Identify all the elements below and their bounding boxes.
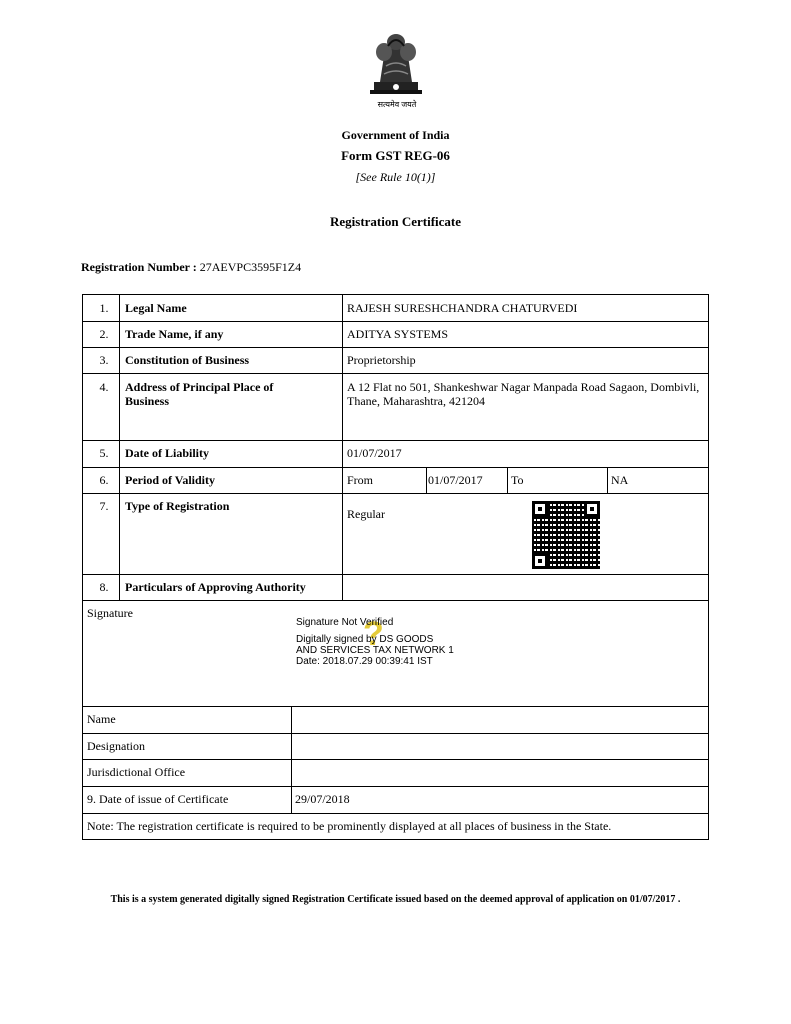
system-generated-footer: This is a system generated digitally signed Registration Certificate issued based on the deemed approval of application on 01/07/2017 . (110, 894, 681, 905)
validity-from-label: From (347, 473, 374, 487)
registration-number-line (81, 260, 301, 275)
lion-capital-icon (362, 26, 430, 98)
signature-label: Signature (87, 606, 133, 620)
signature-status: Signature Not Verified (296, 617, 394, 628)
type-of-registration-value: Regular (347, 507, 385, 521)
issue-date-value: 29/07/2018 (295, 792, 350, 806)
name-label: Name (87, 712, 116, 726)
type-of-registration-label: Type of Registration (125, 499, 230, 513)
row-number: 7. (99, 499, 109, 513)
row-number: 3. (99, 353, 109, 367)
emblem-motto: सत्यमेव जयते (377, 100, 417, 109)
government-title: Government of India (341, 128, 450, 142)
qr-code (532, 501, 600, 569)
certificate-table (82, 294, 709, 840)
trade-name-label: Trade Name, if any (125, 327, 224, 341)
row-number: 6. (99, 473, 109, 487)
row-number: 5. (99, 446, 109, 460)
display-note: Note: The registration certificate is required to be prominently displayed at all places of business in the State. (87, 819, 612, 833)
digital-signature-block (296, 617, 454, 667)
rule-reference: [See Rule 10(1)] (355, 170, 436, 184)
question-mark-icon: ? (363, 615, 384, 653)
address-value: A 12 Flat no 501, Shankeshwar Nagar Manpada Road Sagaon, Dombivli, Thane, Maharashtra, 421204 (347, 380, 700, 408)
row-number: 1. (99, 301, 109, 315)
approving-authority-label: Particulars of Approving Authority (125, 580, 306, 594)
row-number: 2. (99, 327, 109, 341)
signed-by-line2: AND SERVICES TAX NETWORK 1 (296, 645, 454, 656)
certificate-title: Registration Certificate (329, 214, 462, 229)
row-number: 4. (99, 380, 109, 394)
validity-to-label: To (511, 473, 524, 487)
form-title: Form GST REG-06 (341, 148, 450, 163)
trade-name-value: ADITYA SYSTEMS (347, 327, 449, 341)
registration-number-value: 27AEVPC3595F1Z4 (199, 260, 302, 274)
signature-date: Date: 2018.07.29 00:39:41 IST (296, 656, 433, 667)
date-of-liability-label: Date of Liability (125, 446, 209, 460)
registration-number-label: Registration Number : (81, 260, 197, 274)
period-of-validity-label: Period of Validity (125, 473, 216, 487)
designation-label: Designation (87, 739, 145, 753)
validity-to-value: NA (611, 473, 629, 487)
legal-name-label: Legal Name (125, 301, 187, 315)
legal-name-value: RAJESH SURESHCHANDRA CHATURVEDI (347, 301, 578, 315)
issue-date-label: 9. Date of issue of Certificate (87, 792, 229, 806)
jurisdictional-office-label: Jurisdictional Office (87, 765, 186, 779)
signed-by-line1: Digitally signed by DS GOODS (296, 634, 434, 645)
date-of-liability-value: 01/07/2017 (347, 446, 402, 460)
address-label: Address of Principal Place of Business (125, 380, 274, 408)
national-emblem (362, 26, 430, 110)
constitution-value: Proprietorship (347, 353, 416, 367)
row-number: 8. (99, 580, 109, 594)
constitution-label: Constitution of Business (125, 353, 250, 367)
validity-from-value: 01/07/2017 (428, 473, 483, 487)
